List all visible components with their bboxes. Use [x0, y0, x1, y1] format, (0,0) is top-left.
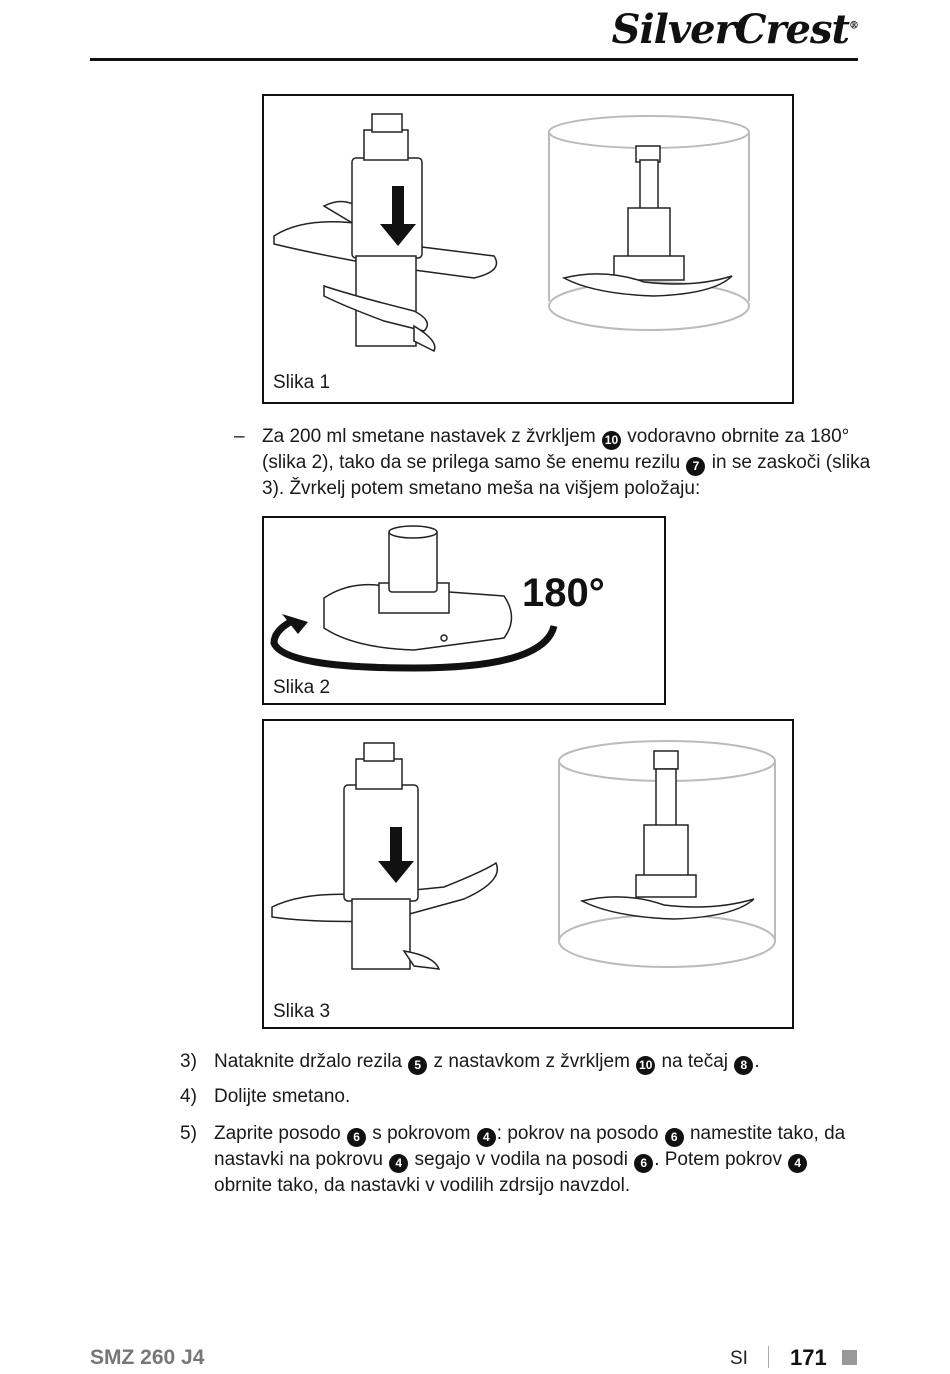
step-number: 5) — [180, 1123, 197, 1144]
ref-marker: 6 — [634, 1154, 653, 1173]
step-text: Zaprite posodo 6 s pokrovom 4 : pokrov na posodo 6 namestite tako, da nastavki na pokrovu 4 segajo v vodila na posodi 6 . Potem pokrov 4 obrnite tako, da nastavki v vodilih zdrsijo navzdol. — [214, 1123, 846, 1196]
footer-separator — [768, 1346, 769, 1368]
ref-marker: 8 — [734, 1056, 753, 1075]
header-rule — [90, 58, 858, 61]
page-number: 171 — [790, 1345, 827, 1370]
step-number: 4) — [180, 1086, 197, 1107]
step-number: 3) — [180, 1051, 197, 1072]
ref-marker: 6 — [665, 1128, 684, 1147]
ref-marker: 4 — [477, 1128, 496, 1147]
figure-1 — [262, 94, 794, 404]
figure-caption: Slika 1 — [273, 372, 331, 393]
ref-marker: 5 — [408, 1056, 427, 1075]
footer-square-marker — [842, 1350, 857, 1365]
step-text: Dolijte smetano. — [214, 1086, 351, 1107]
step-text: Nataknite držalo rezila 5 z nastavkom z žvrkljem 10 na tečaj 8 . — [214, 1049, 860, 1075]
figure-2-illustration — [264, 518, 664, 703]
dash-bullet: – — [234, 426, 245, 447]
figure-caption: Slika 2 — [273, 677, 331, 698]
footer-model: SMZ 260 J4 — [90, 1346, 205, 1369]
figure-2 — [262, 516, 666, 705]
figure-caption: Slika 3 — [273, 1001, 331, 1022]
ref-marker: 6 — [347, 1128, 366, 1147]
figure-1-illustration — [264, 96, 792, 402]
figure-3-illustration — [264, 721, 792, 1027]
ref-marker: 4 — [389, 1154, 408, 1173]
angle-label: 180° — [522, 571, 605, 615]
ref-marker: 10 — [602, 431, 621, 450]
ref-marker: 4 — [788, 1154, 807, 1173]
figure-3 — [262, 719, 794, 1029]
footer-language: SI — [730, 1348, 748, 1369]
ref-marker: 7 — [686, 457, 705, 476]
brand-logo: SilverCrest® — [611, 6, 858, 53]
ref-marker: 10 — [636, 1056, 655, 1075]
instruction-text: Za 200 ml smetane nastavek z žvrkljem 10 vodoravno obrnite za 180° (slika 2), tako da se prilega samo še enemu rezilu 7 in se zaskoči (slika 3). Žvrkelj potem smetano meša na višjem položaju: — [262, 426, 871, 499]
